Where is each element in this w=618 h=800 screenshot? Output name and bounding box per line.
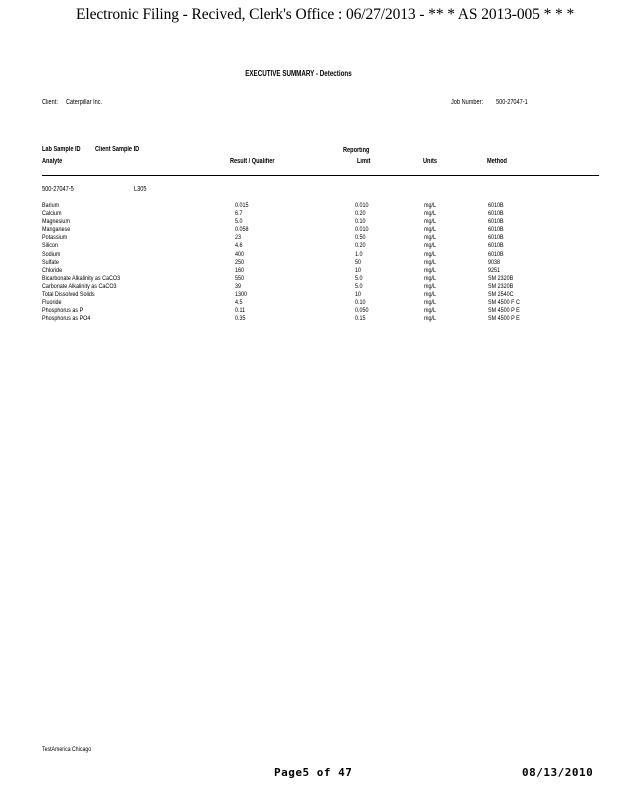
analyte-cell: Total Dissolved Solids [42, 291, 95, 299]
method-cell: SM 4500 F C [488, 299, 520, 307]
header-units: Units [423, 158, 437, 165]
lab-sample-id: 500-27047-5 [42, 186, 74, 193]
header-analyte: Analyte [42, 158, 63, 165]
method-cell: SM 4500 P E [488, 315, 520, 323]
result-cell: 4.6 [235, 242, 243, 250]
method-cell: 6010B [488, 210, 504, 218]
analyte-cell: Fluoride [42, 299, 62, 307]
analyte-cell: Barium [42, 202, 60, 209]
page-title: EXECUTIVE SUMMARY - Detections [245, 69, 352, 78]
units-cell: mg/L [424, 226, 437, 234]
units-cell: mg/L [424, 242, 437, 250]
analyte-cell: Manganese [42, 226, 71, 234]
limit-cell: 0.50 [355, 234, 366, 242]
limit-cell: 0.20 [355, 242, 366, 250]
method-cell: 6010B [488, 202, 504, 209]
footer-lab-name: TestAmerica Chicago [42, 746, 92, 753]
header-lab-sample-id: Lab Sample ID [42, 146, 81, 153]
units-cell: mg/L [424, 282, 437, 290]
units-cell: mg/L [424, 250, 437, 258]
analyte-cell: Calcium [42, 210, 62, 218]
result-cell: 23 [235, 234, 242, 242]
table-row [0, 242, 618, 250]
job-number-label: Job Number: [451, 99, 484, 106]
filing-stamp: Electronic Filing - Recived, Clerk's Office : 06/27/2013 - ** * AS 2013-005 * * * [76, 6, 575, 23]
method-cell: 6010B [488, 218, 504, 226]
result-cell: 0.015 [235, 202, 249, 209]
header-method: Method [487, 158, 507, 165]
analyte-cell: Sodium [42, 250, 61, 258]
result-cell: 0.11 [235, 307, 246, 315]
header-result-qualifier: Result / Qualifier [230, 158, 275, 165]
units-cell: mg/L [424, 266, 437, 274]
method-cell: 6010B [488, 242, 504, 250]
method-cell: 9251 [488, 266, 501, 274]
table-row [0, 283, 618, 291]
result-cell: 39 [235, 282, 242, 290]
footer-page-number: Page5 of 47 [274, 766, 353, 779]
analyte-cell: Sulfate [42, 258, 59, 266]
client-name: Caterpillar Inc. [66, 99, 103, 106]
result-cell: 6.7 [235, 210, 243, 218]
table-row [0, 315, 618, 323]
analyte-cell: Silicon [42, 242, 58, 250]
units-cell: mg/L [424, 299, 437, 307]
table-row [0, 291, 618, 299]
header-divider [42, 175, 599, 176]
method-cell: 6010B [488, 250, 504, 258]
units-cell: mg/L [424, 274, 437, 282]
method-cell: 6010B [488, 234, 504, 242]
result-cell: 160 [235, 266, 245, 274]
result-cell: 0.058 [235, 226, 249, 234]
analyte-cell: Potassium [42, 234, 68, 242]
analyte-cell: Chloride [42, 266, 63, 274]
limit-cell: 0.050 [355, 307, 369, 315]
limit-cell: 0.010 [355, 202, 369, 209]
footer-date: 08/13/2010 [522, 766, 594, 779]
table-row [0, 234, 618, 242]
method-cell: 6010B [488, 226, 504, 234]
client-label: Client: [42, 99, 58, 106]
limit-cell: 0.15 [355, 315, 366, 323]
limit-cell: 50 [355, 258, 362, 266]
analyte-cell: Phosphorus as PO4 [42, 315, 91, 323]
table-row [0, 275, 618, 283]
table-row [0, 202, 618, 210]
header-limit: Limit [357, 158, 371, 165]
limit-cell: 0.10 [355, 218, 366, 226]
units-cell: mg/L [424, 210, 437, 218]
limit-cell: 5.0 [355, 282, 363, 290]
units-cell: mg/L [424, 234, 437, 242]
analyte-cell: Phosphorus as P [42, 307, 84, 315]
units-cell: mg/L [424, 218, 437, 226]
result-cell: 4.5 [235, 299, 243, 307]
table-row [0, 267, 618, 275]
units-cell: mg/L [424, 202, 437, 209]
limit-cell: 5.0 [355, 274, 363, 282]
method-cell: SM 2540C [488, 291, 514, 299]
analyte-cell: Magnesium [42, 218, 70, 226]
limit-cell: 0.10 [355, 299, 366, 307]
header-client-sample-id: Client Sample ID [95, 146, 140, 153]
result-cell: 400 [235, 250, 245, 258]
method-cell: SM 2320B [488, 282, 514, 290]
limit-cell: 0.20 [355, 210, 366, 218]
result-cell: 250 [235, 258, 245, 266]
table-row [0, 226, 618, 234]
method-cell: 9038 [488, 258, 501, 266]
header-reporting: Reporting [343, 147, 370, 154]
result-cell: 1300 [235, 291, 248, 299]
result-cell: 5.0 [235, 218, 243, 226]
method-cell: SM 2320B [488, 274, 514, 282]
client-sample-id: L305 [134, 186, 147, 193]
limit-cell: 10 [355, 266, 362, 274]
job-number-value: 500-27047-1 [496, 99, 528, 106]
result-cell: 0.35 [235, 315, 246, 323]
table-row [0, 259, 618, 267]
units-cell: mg/L [424, 291, 437, 299]
units-cell: mg/L [424, 258, 437, 266]
units-cell: mg/L [424, 315, 437, 323]
results-table [0, 202, 618, 323]
limit-cell: 10 [355, 291, 362, 299]
table-row [0, 210, 618, 218]
table-row [0, 218, 618, 226]
method-cell: SM 4500 P E [488, 307, 520, 315]
result-cell: 550 [235, 274, 245, 282]
analyte-cell: Bicarbonate Alkalinity as CaCO3 [42, 274, 121, 282]
limit-cell: 0.010 [355, 226, 369, 234]
table-row [0, 307, 618, 315]
limit-cell: 1.0 [355, 250, 363, 258]
table-row [0, 299, 618, 307]
units-cell: mg/L [424, 307, 437, 315]
analyte-cell: Carbonate Alkalinity as CaCO3 [42, 282, 117, 290]
table-row [0, 251, 618, 259]
